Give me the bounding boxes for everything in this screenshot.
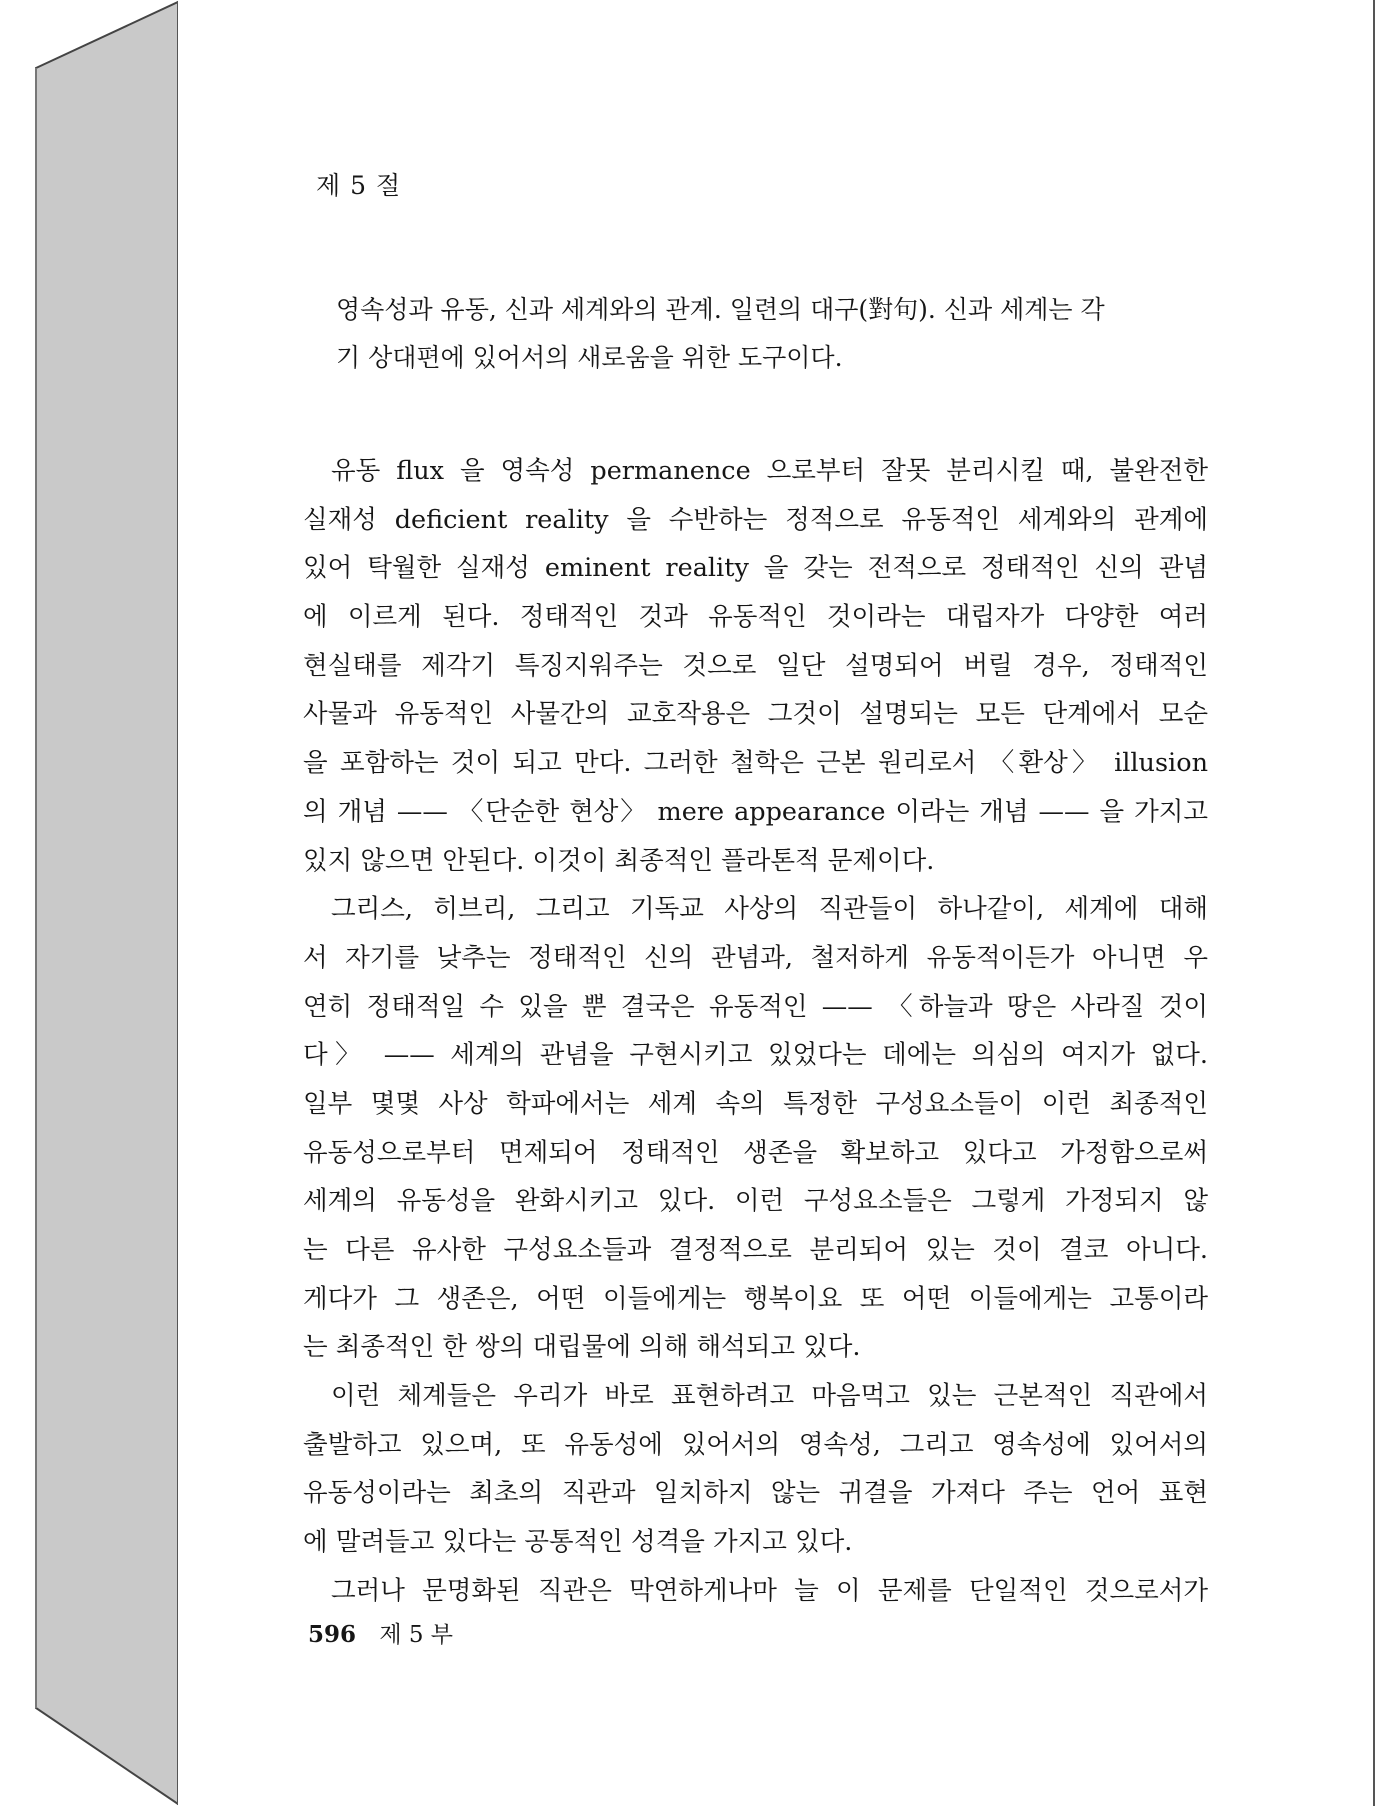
text-line: 게다가 그 생존은, 어떤 이들에게는 행복이요 또 어떤 이들에게는 고통이라 <box>303 1283 1208 1314</box>
text-line: 이런 체계들은 우리가 바로 표현하려고 마음먹고 있는 근본적인 직관에서 <box>331 1381 1208 1412</box>
book-page <box>178 0 1375 1806</box>
text-line: 에 이르게 된다. 정태적인 것과 유동적인 것이라는 대립자가 다양한 여러 <box>303 602 1208 633</box>
summary-line: 영속성과 유동, 신과 세계와의 관계. 일련의 대구(對句). 신과 세계는 각 <box>336 295 1105 324</box>
section-heading: 제 5 절 <box>316 171 402 200</box>
text-line: 현실태를 제각기 특징지워주는 것으로 일단 설명되어 버릴 경우, 정태적인 <box>303 650 1208 681</box>
text-line: 유동성이라는 최초의 직관과 일치하지 않는 귀결을 가져다 주는 언어 표현 <box>303 1478 1208 1509</box>
text-line: 일부 몇몇 사상 학파에서는 세계 속의 특정한 구성요소들이 이런 최종적인 <box>303 1088 1208 1119</box>
text-line: 에 말려들고 있다는 공통적인 성격을 가지고 있다. <box>303 1527 853 1558</box>
text-line: 연히 정태적일 수 있을 뿐 결국은 유동적인 —— 〈하늘과 땅은 사라질 것이 <box>303 991 1208 1022</box>
text-line: 그리스, 히브리, 그리고 기독교 사상의 직관들이 하나같이, 세계에 대해 <box>331 894 1208 925</box>
text-line: 의 개념 —— 〈단순한 현상〉 mere appearance 이라는 개념 —— 을 가지고 <box>303 796 1208 827</box>
page-footer <box>308 1616 453 1649</box>
text-line: 있어 탁월한 실재성 eminent reality 을 갖는 전적으로 정태적인 신의 관념 <box>303 553 1208 584</box>
page-number: 596 <box>308 1621 357 1648</box>
paragraph <box>303 1372 1208 1567</box>
paragraph <box>303 447 1208 885</box>
text-line: 다〉 —— 세계의 관념을 구현시키고 있었다는 데에는 의심의 여지가 없다. <box>303 1040 1208 1071</box>
page-text-area <box>303 0 1208 1806</box>
part-label: 제 5 부 <box>379 1622 454 1648</box>
text-line: 세계의 유동성을 완화시키고 있다. 이런 구성요소들은 그렇게 가정되지 않 <box>303 1186 1208 1217</box>
text-line: 그러나 문명화된 직관은 막연하게나마 늘 이 문제를 단일적인 것으로서가 <box>331 1575 1208 1606</box>
text-line: 을 포함하는 것이 되고 만다. 그러한 철학은 근본 원리로서 〈환상〉 illusion <box>303 748 1208 779</box>
text-line: 는 최종적인 한 쌍의 대립물에 의해 해석되고 있다. <box>303 1332 861 1363</box>
body-text <box>303 447 1208 1616</box>
text-line: 유동성으로부터 면제되어 정태적인 생존을 확보하고 있다고 가정함으로써 <box>303 1137 1208 1168</box>
paragraph <box>303 885 1208 1372</box>
text-line: 출발하고 있으며, 또 유동성에 있어서의 영속성, 그리고 영속성에 있어서의 <box>303 1429 1208 1460</box>
section-summary <box>316 286 1196 382</box>
paragraph <box>303 1567 1208 1616</box>
text-line: 서 자기를 낮추는 정태적인 신의 관념과, 철저하게 유동적이든가 아니면 우 <box>303 942 1208 973</box>
summary-line: 기 상대편에 있어서의 새로움을 위한 도구이다. <box>336 343 843 372</box>
text-line: 유동 flux 을 영속성 permanence 으로부터 잘못 분리시킬 때, 불완전한 <box>331 456 1208 486</box>
text-line: 실재성 deficient reality 을 수반하는 정적으로 유동적인 세계와의 관계에 <box>303 504 1208 535</box>
text-line: 사물과 유동적인 사물간의 교호작용은 그것이 설명되는 모든 단계에서 모순 <box>303 699 1208 730</box>
text-line: 는 다른 유사한 구성요소들과 결정적으로 분리되어 있는 것이 결코 아니다. <box>303 1235 1208 1265</box>
text-line: 있지 않으면 안된다. 이것이 최종적인 플라톤적 문제이다. <box>303 845 935 876</box>
